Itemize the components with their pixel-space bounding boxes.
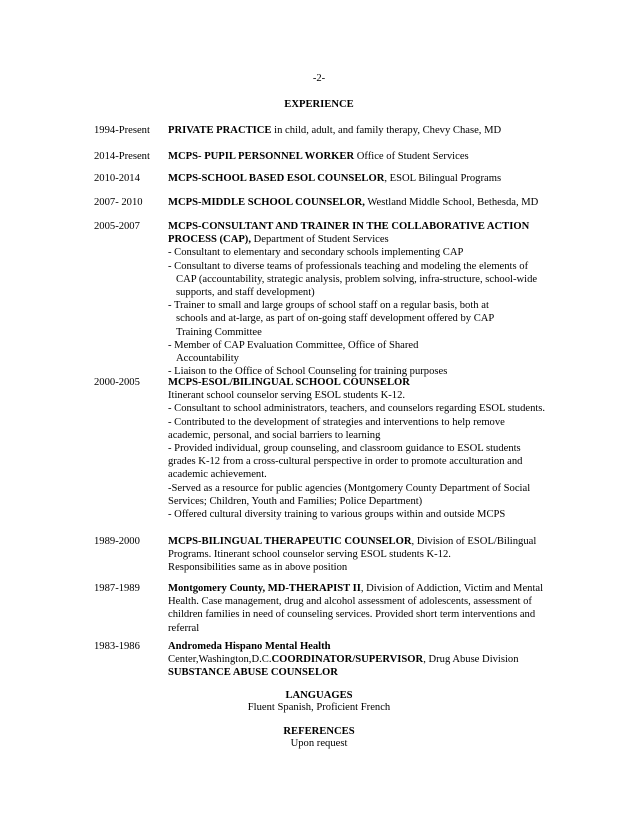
entry-line <box>168 286 554 299</box>
entry-line <box>168 312 554 325</box>
entry-line <box>168 442 554 455</box>
entry-line <box>168 495 554 508</box>
entry-text: , Drug Abuse Division <box>423 654 519 666</box>
languages-heading: LANGUAGES <box>285 690 353 701</box>
entry-line <box>168 582 554 595</box>
entry-text: Department of Student Services <box>251 234 389 246</box>
entry-text: - Consultant to diverse teams of professionals teaching and modeling the elements of <box>168 260 529 272</box>
entry-text: - Consultant to elementary and secondary schools implementing CAP <box>168 247 464 259</box>
entry-description <box>168 196 554 209</box>
entry-line <box>168 622 554 635</box>
entry-line <box>168 653 554 666</box>
entry-text: - Provided individual, group counseling, and classroom guidance to ESOL students <box>168 443 521 455</box>
entry-line <box>168 260 554 273</box>
entry-text: - Contributed to the development of strategies and interventions to help remove <box>168 416 505 428</box>
entry-text: academic achievement. <box>168 469 267 481</box>
entry-line <box>168 233 554 246</box>
entry-description <box>168 172 554 185</box>
entry-text: , Division of Addiction, Victim and Mental <box>360 583 544 594</box>
entry-date: 1994-Present <box>94 125 150 136</box>
entry-line <box>168 220 554 233</box>
entry-title: MCPS-BILINGUAL THERAPEUTIC COUNSELOR <box>168 536 412 547</box>
entry-date: 2007- 2010 <box>94 197 143 208</box>
entry-line <box>168 640 554 653</box>
entry-title: MCPS-MIDDLE SCHOOL COUNSELOR, <box>168 197 365 208</box>
entry-text: - Liaison to the Office of School Counseling for training purposes <box>168 366 448 378</box>
entry-text: schools and at-large, as part of on-going staff development offered by CAP <box>176 313 495 325</box>
entry-line <box>168 595 554 608</box>
entry-date: 1989-2000 <box>94 536 140 547</box>
entry-line <box>168 124 554 137</box>
entry-date: 2010-2014 <box>94 173 140 184</box>
entry-text: -Served as a resource for public agencies (Montgomery County Department of Social <box>168 482 531 494</box>
entry-line <box>168 196 554 209</box>
page-number: -2- <box>312 73 326 84</box>
experience-heading: EXPERIENCE <box>284 99 354 110</box>
languages-text: Fluent Spanish, Proficient French <box>247 702 391 713</box>
entry-text: Programs. Itinerant school counselor serving ESOL students K-12. <box>168 549 451 561</box>
entry-description <box>168 535 554 575</box>
entry-text: CAP (accountability, strategic analysis, problem solving, infra-structure, school-wide <box>176 273 538 285</box>
entry-line <box>168 608 554 621</box>
entry-title: PROCESS (CAP), <box>168 234 251 246</box>
entry-line <box>168 535 554 548</box>
entry-description <box>168 640 554 680</box>
entry-title: MCPS-CONSULTANT AND TRAINER IN THE COLLABORATIVE ACTION <box>168 221 530 232</box>
entry-line <box>168 455 554 468</box>
entry-text: Westland Middle School, Bethesda, MD <box>364 197 539 208</box>
entry-description <box>168 376 554 521</box>
entry-line <box>168 402 554 415</box>
entry-line <box>168 561 554 574</box>
entry-text: Office of Student Services <box>354 151 469 162</box>
entry-line <box>168 172 554 185</box>
entry-text: grades K-12 from a cross-cultural perspective in order to promote acculturation and <box>168 456 523 468</box>
entry-text: referral <box>168 622 200 634</box>
entry-text: children families in need of counseling services. Provided short term interventions and <box>168 609 536 621</box>
references-heading: REFERENCES <box>283 726 355 737</box>
entry-text: - Offered cultural diversity training to various groups within and outside MCPS <box>168 509 506 521</box>
entry-line <box>168 548 554 561</box>
entry-line <box>168 326 554 339</box>
entry-line <box>168 150 554 163</box>
entry-text: supports, and staff development) <box>176 287 315 299</box>
entry-line <box>168 273 554 286</box>
entry-text: academic, personal, and social barriers to learning <box>168 429 381 441</box>
entry-description <box>168 150 554 163</box>
entry-line <box>168 299 554 312</box>
entry-text: - Consultant to school administrators, teachers, and counselors regarding ESOL students. <box>168 403 546 415</box>
entry-date: 2005-2007 <box>94 221 140 232</box>
entry-text: in child, adult, and family therapy, Chevy Chase, MD <box>271 125 502 136</box>
entry-description <box>168 220 554 378</box>
entry-line <box>168 468 554 481</box>
entry-line <box>168 352 554 365</box>
entry-title: Andromeda Hispano Mental Health <box>168 641 331 652</box>
entry-line <box>168 482 554 495</box>
entry-date: 1983-1986 <box>94 641 140 652</box>
entry-date: 2014-Present <box>94 151 150 162</box>
references-text: Upon request <box>290 738 348 749</box>
entry-line <box>168 376 554 389</box>
entry-description <box>168 582 554 635</box>
entry-text: Responsibilities same as in above position <box>168 562 348 574</box>
entry-description <box>168 124 554 137</box>
entry-text: - Trainer to small and large groups of school staff on a regular basis, both at <box>168 300 489 312</box>
entry-line <box>168 416 554 429</box>
entry-text: , Division of ESOL/Bilingual <box>411 536 537 547</box>
entry-line <box>168 508 554 521</box>
entry-text: Center,Washington,D.C. <box>168 654 272 666</box>
entry-text: , ESOL Bilingual Programs <box>384 173 502 184</box>
entry-line <box>168 666 554 679</box>
entry-title: MCPS-ESOL/BILINGUAL SCHOOL COUNSELOR <box>168 377 410 388</box>
entry-date: 2000-2005 <box>94 377 140 388</box>
entry-title: MCPS- PUPIL PERSONNEL WORKER <box>168 151 355 162</box>
entry-title: Montgomery County, MD-THERAPIST II <box>168 583 361 594</box>
entry-title: COORDINATOR/SUPERVISOR <box>271 654 424 666</box>
entry-text: Itinerant school counselor serving ESOL students K-12. <box>168 390 406 402</box>
entry-text: Health. Case management, drug and alcohol assessment of adolescents, assessment of <box>168 596 532 608</box>
entry-text: Training Committee <box>176 326 262 338</box>
entry-line <box>168 339 554 352</box>
entry-title: PRIVATE PRACTICE <box>168 125 272 136</box>
entry-text: Services; Children, Youth and Families; Police Department) <box>168 495 423 507</box>
entry-title: MCPS-SCHOOL BASED ESOL COUNSELOR <box>168 173 385 184</box>
entry-line <box>168 246 554 259</box>
entry-text: - Member of CAP Evaluation Committee, Office of Shared <box>168 339 419 351</box>
entry-date: 1987-1989 <box>94 583 140 594</box>
entry-line <box>168 429 554 442</box>
entry-line <box>168 389 554 402</box>
entry-title: SUBSTANCE ABUSE COUNSELOR <box>168 667 338 679</box>
entry-text: Accountability <box>176 353 239 365</box>
